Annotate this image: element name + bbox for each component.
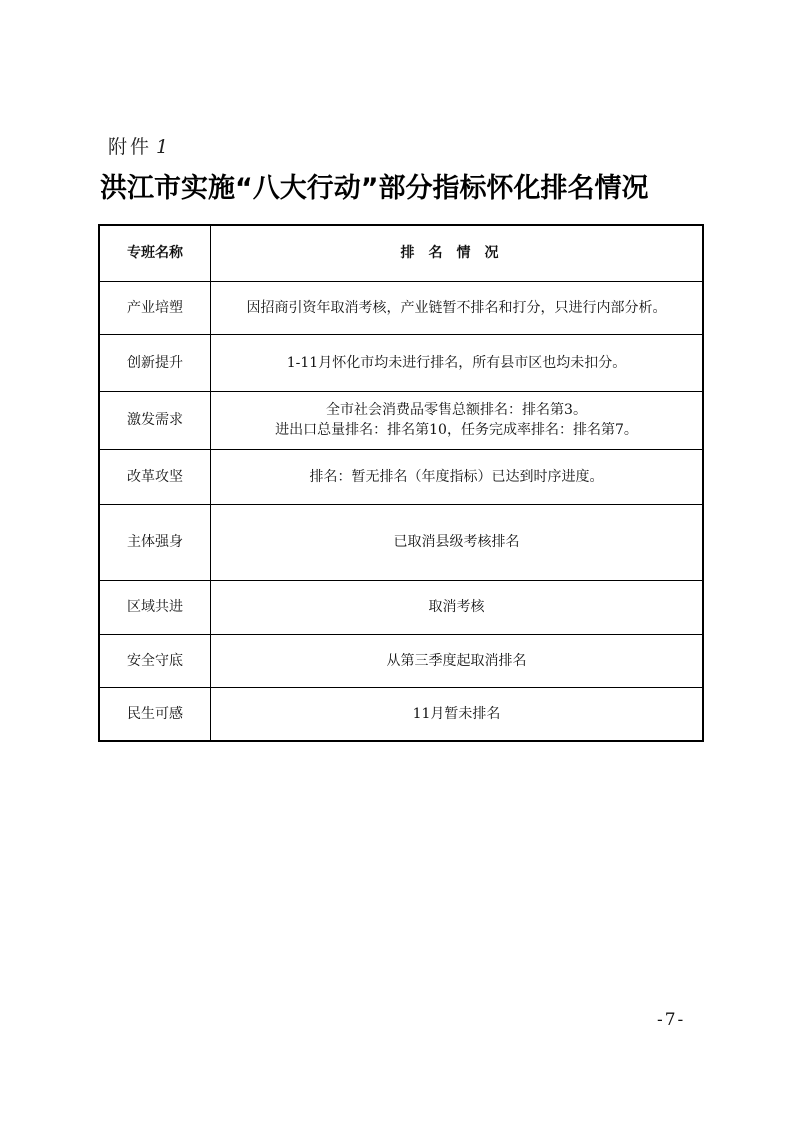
ranking-table xyxy=(98,224,704,742)
document-title: 洪江市实施“八大行动”部分指标怀化排名情况 xyxy=(100,173,649,204)
row-ranking-line: 1-11月怀化市均未进行排名，所有县市区也均未扣分。 xyxy=(286,354,627,371)
row-name: 主体强身 xyxy=(99,504,211,580)
row-ranking-line: 已取消县级考核排名 xyxy=(393,534,520,550)
row-ranking xyxy=(211,580,704,634)
row-ranking-line: 从第三季度起取消排名 xyxy=(386,652,527,669)
row-ranking xyxy=(211,391,704,449)
header-ranking: 排名情况 xyxy=(211,225,704,281)
row-ranking xyxy=(211,504,704,580)
table-row xyxy=(99,334,703,391)
row-ranking-line: 取消考核 xyxy=(428,599,485,615)
row-name: 民生可感 xyxy=(99,687,211,741)
table-row xyxy=(99,391,703,449)
row-ranking xyxy=(211,634,704,687)
row-ranking-line: 进出口总量排名：排名第10，任务完成率排名：排名第7。 xyxy=(275,422,638,438)
row-ranking-line: 排名：暂无排名（年度指标）已达到时序进度。 xyxy=(309,468,604,485)
header-team-name: 专班名称 xyxy=(99,225,211,281)
row-name: 区域共进 xyxy=(99,580,211,634)
table-header-row xyxy=(99,225,703,281)
table-row xyxy=(99,634,703,687)
table-row xyxy=(99,504,703,580)
page-number: -7- xyxy=(657,1010,686,1030)
table-row xyxy=(99,687,703,741)
row-ranking xyxy=(211,281,704,334)
row-ranking xyxy=(211,334,704,391)
row-ranking xyxy=(211,687,704,741)
row-ranking-line: 因招商引资年取消考核，产业链暂不排名和打分，只进行内部分析。 xyxy=(246,299,667,316)
attachment-text: 附件 xyxy=(108,136,153,158)
attachment-label xyxy=(108,132,171,159)
row-name: 安全守底 xyxy=(99,634,211,687)
row-ranking-line: 11月暂未排名 xyxy=(412,705,501,722)
row-name: 产业培塑 xyxy=(99,281,211,334)
row-name: 激发需求 xyxy=(99,391,211,449)
table-row xyxy=(99,281,703,334)
row-name: 创新提升 xyxy=(99,334,211,391)
table-row xyxy=(99,449,703,504)
row-ranking xyxy=(211,449,704,504)
attachment-number: 1 xyxy=(156,136,172,158)
row-name: 改革攻坚 xyxy=(99,449,211,504)
table-row xyxy=(99,580,703,634)
row-ranking-line: 全市社会消费品零售总额排名：排名第3。 xyxy=(326,402,587,418)
